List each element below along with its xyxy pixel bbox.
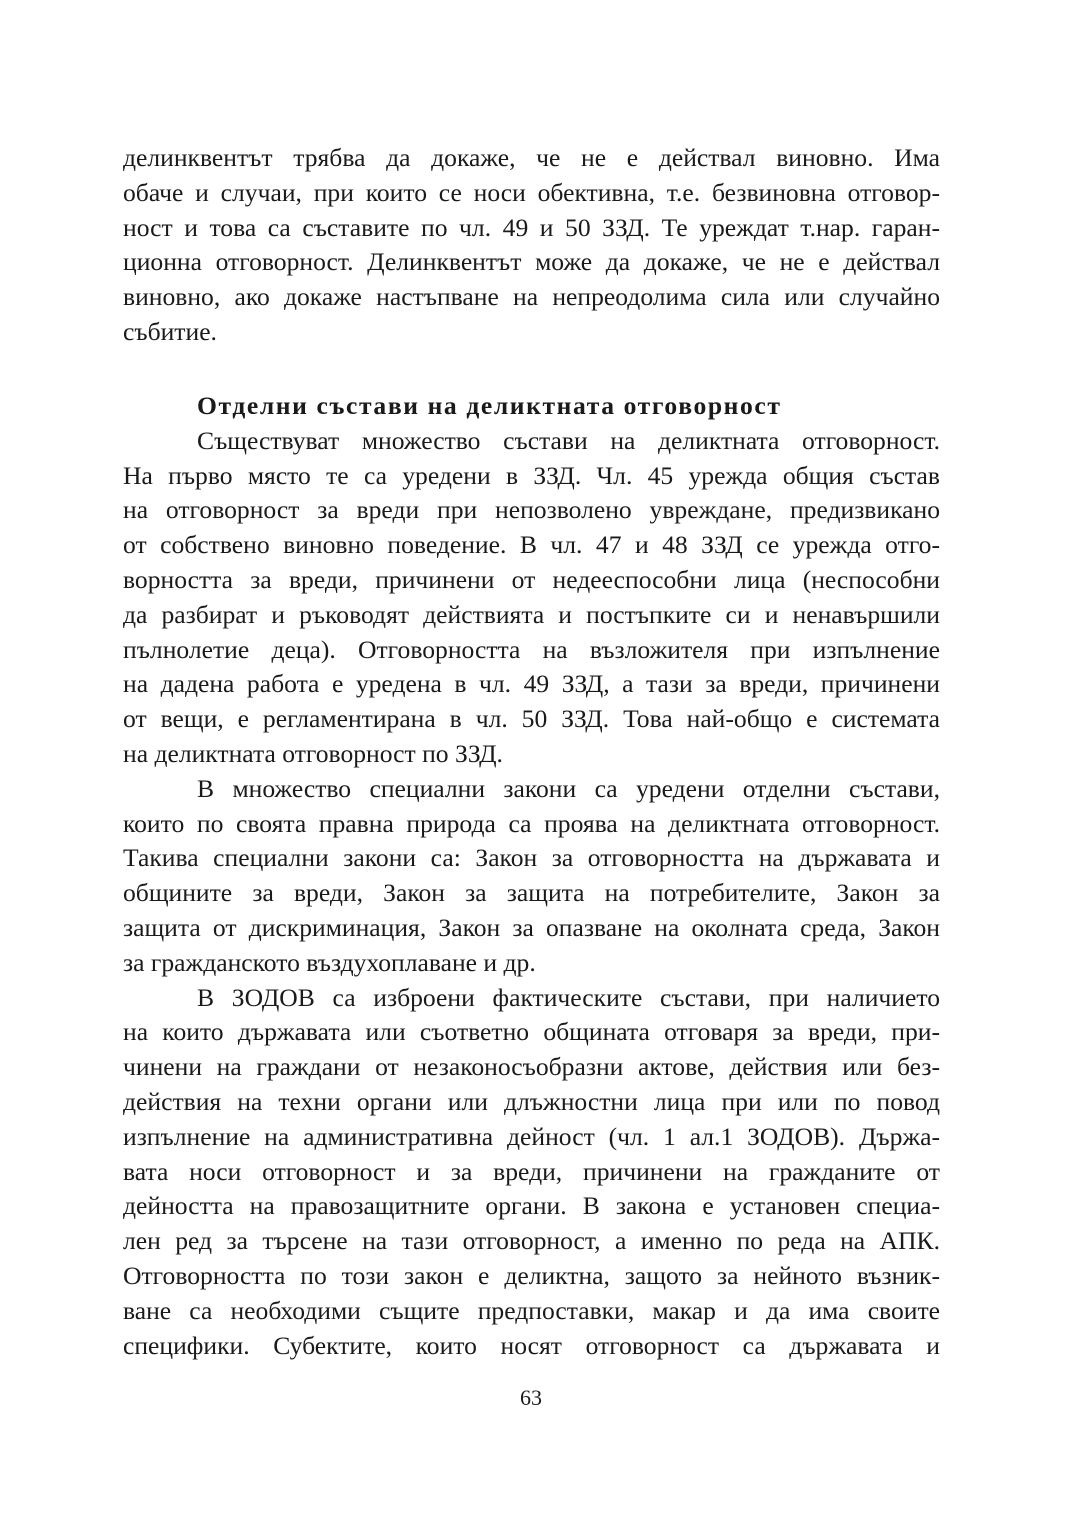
text-line: да разбират и ръководят действията и постъпките си и ненавършили bbox=[123, 599, 940, 629]
text-line: обаче и случаи, при които се носи обективна, т.е. безвиновна отговор- bbox=[123, 177, 940, 207]
text-line: на отговорност за вреди при непозволено увреждане, предизвикано bbox=[123, 495, 940, 525]
text-line: за гражданското въздухоплаване и др. bbox=[123, 947, 536, 977]
text-line: чинени на граждани от незаконосъобразни актове, действия или без- bbox=[123, 1052, 940, 1082]
text-line: на деликтната отговорност по ЗЗД. bbox=[123, 738, 503, 768]
text-line: Съществуват множество състави на деликтната отговорност. bbox=[197, 425, 940, 455]
paragraph-liability-proof bbox=[123, 141, 940, 350]
text-line: На първо място те са уредени в ЗЗД. Чл. 45 урежда общия състав bbox=[123, 460, 940, 490]
text-line: ност и това са съставите по чл. 49 и 50 ЗЗД. Те уреждат т.нар. гаран- bbox=[123, 212, 940, 242]
paragraph-zodov bbox=[123, 981, 940, 1364]
text-line: от вещи, е регламентирана в чл. 50 ЗЗД. Това най-общо е системата bbox=[123, 704, 940, 734]
page-number: 63 bbox=[520, 1385, 542, 1410]
text-line: общините за вреди, Закон за защита на потребителите, Закон за bbox=[123, 878, 940, 908]
text-line: ционна отговорност. Делинквентът може да докаже, че не е действал bbox=[123, 247, 940, 277]
text-line: вата носи отговорност и за вреди, причинени на гражданите от bbox=[123, 1156, 940, 1186]
paragraph-liability-types bbox=[123, 424, 940, 772]
section-heading: Отделни състави на деликтната отговорност bbox=[197, 391, 782, 420]
text-line: на които държавата или съответно общината отговаря за вреди, при- bbox=[123, 1017, 940, 1047]
main-section bbox=[123, 389, 940, 1363]
text-line: пълнолетие деца). Отговорността на възложителя при изпълнение bbox=[123, 634, 940, 664]
paragraph-special-laws bbox=[123, 772, 940, 981]
text-line: действия на техни органи или длъжностни лица при или по повод bbox=[123, 1086, 940, 1116]
text-line: събитие. bbox=[123, 316, 217, 346]
text-line: лен ред за търсене на тази отговорност, а именно по реда на АПК. bbox=[123, 1226, 940, 1256]
text-line: В ЗОДОВ са изброени фактическите състави, при наличието bbox=[197, 982, 940, 1012]
text-line: Отговорността по този закон е деликтна, защото за нейното възник- bbox=[123, 1260, 940, 1290]
text-line: които по своята правна природа са проява на деликтната отговорност. bbox=[123, 808, 940, 838]
text-line: В множество специални закони са уредени отделни състави, bbox=[197, 773, 940, 803]
text-line: Такива специални закони са: Закон за отговорността на държавата и bbox=[123, 843, 940, 873]
text-line: виновно, ако докаже настъпване на непреодолима сила или случайно bbox=[123, 282, 940, 312]
text-line: дейността на правозащитните органи. В закона е установен специа- bbox=[123, 1191, 940, 1221]
text-line: делинквентът трябва да докаже, че не е действал виновно. Има bbox=[123, 143, 940, 172]
text-line: ване са необходими същите предпоставки, макар и да има своите bbox=[123, 1295, 940, 1325]
text-line: изпълнение на административна дейност (чл. 1 ал.1 ЗОДОВ). Държа- bbox=[123, 1121, 940, 1151]
text-line: защита от дискриминация, Закон за опазване на околната среда, Закон bbox=[123, 912, 940, 942]
text-line: от собствено виновно поведение. В чл. 47 и 48 ЗЗД се урежда отго- bbox=[123, 530, 940, 560]
text-line: специфики. Субектите, които носят отговорност са държавата и bbox=[123, 1330, 940, 1360]
text-line: ворността за вреди, причинени от недееспособни лица (неспособни bbox=[123, 564, 940, 594]
text-line: на дадена работа е уредена в чл. 49 ЗЗД, а тази за вреди, причинени bbox=[123, 669, 940, 699]
